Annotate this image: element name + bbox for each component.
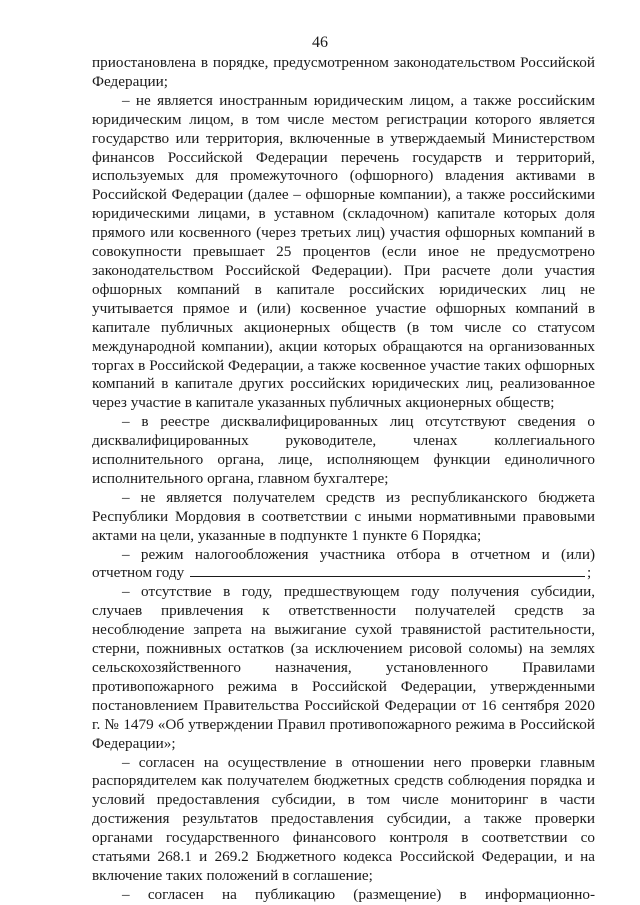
paragraph-tax-regime (92, 546, 595, 584)
paragraph-disqualified-persons: – в реестре дисквалифицированных лиц отсутствуют сведения о дисквалифицированных руководителе, членах коллегиального исполнительного органа, лице, исполняющем функции единоличного исполнительного органа, главном бухгалтере; (92, 413, 595, 487)
paragraph-budget-recipient: – не является получателем средств из республиканского бюджета Республики Мордовия в соответствии с иными нормативными правовыми актами на цели, указанные в подпункте 1 пункте 6 Порядка; (92, 488, 595, 544)
tax-regime-terminator: ; (587, 564, 592, 582)
paragraph-fire-safety: – отсутствие в году, предшествующем году получения субсидии, случаев привлечения к ответственности получателей средств за несоблюдение запрета на выжигание сухой травянистой растительности, стерни, пожнивных остатков (за исключением рисовой соломы) на землях сельскохозяйственного назначения, установленного Правилами противопожарного режима в Российской Федерации, утвержденными постановлением Правительства Российской Федерации от 16 сентября 2020 г. № 1479 «Об утверждении Правил противопожарного режима в Российской Федерации»; (92, 583, 595, 752)
tax-regime-label: – режим налогообложения участника отбора в отчетном и (или) отчетном году (92, 545, 595, 582)
paragraph-audit-consent: – согласен на осуществление в отношении него проверки главным распорядителем как получателем бюджетных средств соблюдения порядка и условий предоставления субсидии, в том числе мониторинг в части достижения результатов предоставления субсидии, а также проверки органами государственного финансового контроля в соответствии со статьями 268.1 и 269.2 Бюджетного кодекса Российской Федерации, и на включение таких положений в соглашение; (92, 753, 595, 884)
paragraph-continuation: приостановлена в порядке, предусмотренном законодательством Российской Федерации; (92, 54, 595, 90)
paragraph-publication-consent: – согласен на публикацию (размещение) в информационно- (122, 885, 595, 903)
page-number: 46 (312, 34, 328, 51)
paragraph-offshore-status: – не является иностранным юридическим лицом, а также российским юридическим лицом, в том числе местом регистрации которого является государство или территория, включенные в утверждаемый Министерством финансов Российской Федерации перечень государств и территорий, используемых для промежуточного (офшорного) владения активами в Российской Федерации (далее – офшорные компании), а также российскими юридическими лицами, в уставном (складочном) капитале которых доля прямого или косвенного (через третьих лиц) участия офшорных компаний в совокупности превышает 25 процентов (если иное не предусмотрено законодательством Российской Федерации). При расчете доли участия офшорных компаний в капитале российских юридических лиц не учитывается прямое и (или) косвенное участие офшорных компаний в капитале публичных акционерных обществ (в том числе со статусом международной компании), акции которых обращаются на организованных торгах в Российской Федерации, а также косвенное участие таких офшорных компаний в капитале других российских юридических лиц, реализованное через участие в капитале указанных публичных акционерных обществ; (92, 91, 595, 412)
tax-regime-blank-field (190, 564, 585, 577)
document-body (92, 54, 595, 905)
